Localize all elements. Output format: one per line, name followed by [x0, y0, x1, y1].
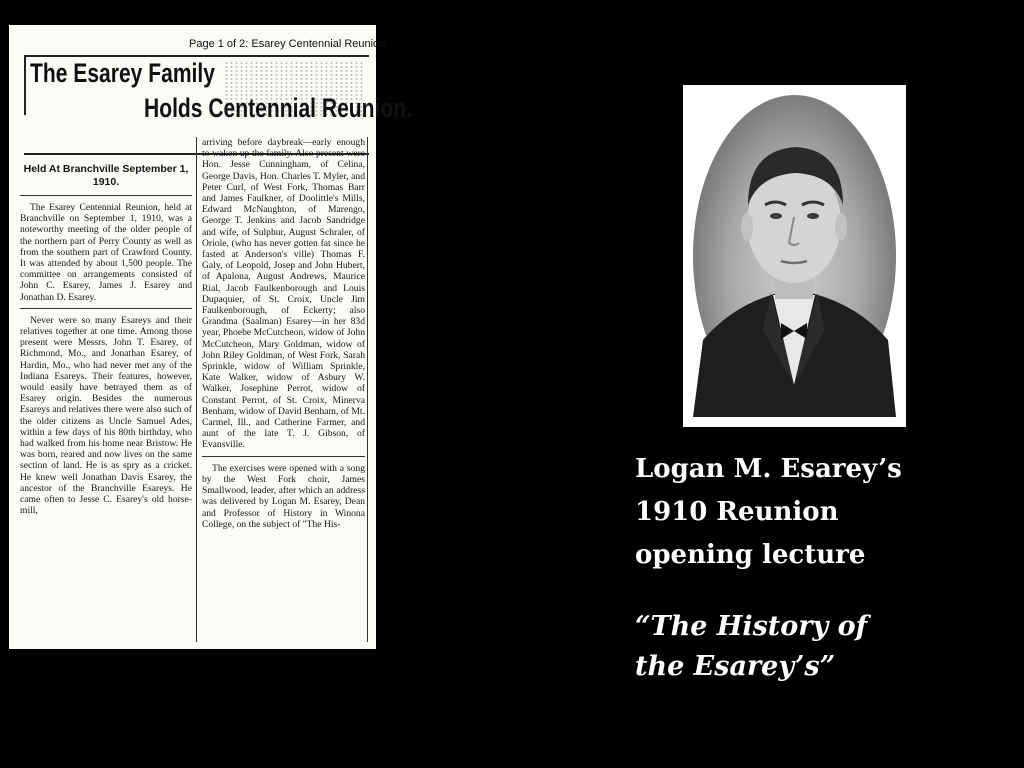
portrait-photo: [683, 85, 906, 427]
article-column-1: [20, 163, 192, 516]
newspaper-clipping: [9, 25, 412, 649]
caption-subtitle: [635, 448, 1015, 577]
article-subhead: Held At Branchville September 1, 1910.: [23, 163, 189, 188]
headline-rule-left: [24, 55, 26, 115]
portrait-figure: [693, 95, 896, 417]
column-rule: [196, 137, 197, 642]
article-column-2: [202, 137, 365, 530]
caption-line: Logan M. Esarey’s: [635, 454, 902, 484]
article-paragraph: arriving before daybreak—early enough to waken up the family. Also present were Hon. Jesse Cunningham, of Celina, George Davis, Hon. Charles T. Myler, and Peter Curl, of West Fork, Thomas Barr and James Faulkner, of Doolittle's Mills, Edward McNaughton, of Marengo, George T. Jenkins and Jacob Sandridge and wife, of Sulphur, August Schraler, of Oriole, (who has never gotten fat since he fasted at Anderson's ville) Thomas F. Galy, of Leopold, Josep and John Hubert, of Apalona, August Andrews, Maurice Rial, Jacob Faulkenborough and Louis Dupaquier, of St. Croix, Uncle Jim Faulkenborough, of Eckerty; also Grandma (Saalman) Esarey—in her 83d year, Phoebe McCutcheon, widow of John McCutcheon, Mary Goldman, widow of John Riley Goldman, of West Fork, Sarah Sprinkle, widow of William Sprinkle, Kate Walker, widow of Asbury W. Walker, Josephine Perrot, widow of Constant Perrot, of St. Croix, Minerva Benham, widow of David Benham, of Mt. Carmel, Ill., and Catherine Farmer, and aunt of the late T. J. Gibson, of Evansville.: [202, 137, 365, 451]
headline-rule: [24, 55, 369, 57]
headline-line-2: Holds Centennial Reunion.: [144, 93, 412, 123]
article-paragraph: Never were so many Esareys and their relatives together at one time. Among those present were Messrs. John T. Esarey, of Richmond, Mo., and Jonathan Esarey, of Hardin, Mo., who had never met any of the Indiana Esareys. Their features, however, would easily have betrayed them as of Esarey origin. Besides the numerous Esareys and relatives there were also such of the older citizens as Uncle Samuel Ades, within a few days of his 80th birthday, who had walked from his home near Bristow. He was born, reared and now lives on the same section of land. He is as spry as a cricket. He knew well Jonathan Davis Esarey, the ancestor of the Branchville Esareys. He came often to Jesse C. Esarey's old horse-mill,: [20, 314, 192, 517]
caption-line: opening lecture: [635, 540, 866, 570]
column-rule-right: [367, 137, 368, 642]
caption-lecture-title: [635, 607, 1015, 687]
article-paragraph: The exercises were opened with a song by the West Fork choir, James Smallwood, leader, after which an address was delivered by Logan M. Esarey, Dean and Professor of History in Winona College, on the subject of "The His-: [202, 462, 365, 530]
caption-line: 1910 Reunion: [635, 497, 839, 527]
paragraph-rule: [202, 456, 365, 457]
clipping-page-header: Page 1 of 2: Esarey Centennial Reunion: [189, 38, 386, 50]
portrait-oval: [693, 95, 896, 417]
caption-line: “The History of: [635, 611, 868, 642]
subhead-rule: [20, 195, 192, 196]
article-paragraph: The Esarey Centennial Reunion, held at Branchville on September 1, 1910, was a noteworthy meeting of the older people of the northern part of Perry County as well as from the southern part of Crawford County. It was attended by about 1,500 people. The committee on arrangements consisted of John C. Esarey, James J. Esarey and Jonathan D. Esarey.: [20, 202, 192, 303]
headline-line-1: The Esarey Family: [30, 58, 215, 88]
paragraph-rule: [20, 308, 192, 309]
caption-line: the Esarey’s”: [635, 651, 836, 682]
